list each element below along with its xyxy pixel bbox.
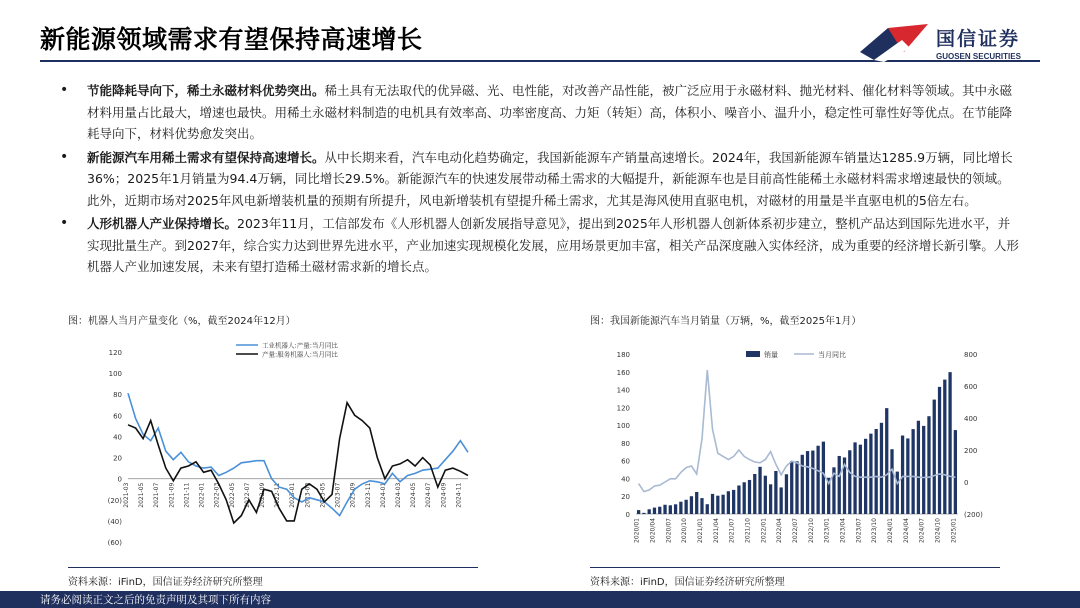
sales-bar bbox=[679, 502, 682, 514]
bullet-dot: • bbox=[60, 82, 69, 98]
x-tick-label: 2022-09 bbox=[259, 482, 266, 508]
x-tick-label: 2022/10 bbox=[807, 518, 815, 543]
x-tick-label: 2022/04 bbox=[776, 518, 784, 543]
y-tick-label-right: 400 bbox=[964, 415, 978, 423]
sales-bar bbox=[806, 451, 809, 514]
y-tick-label-right: (200) bbox=[964, 511, 983, 519]
sales-bar bbox=[695, 492, 698, 514]
legend-label: 销量 bbox=[764, 351, 778, 359]
x-tick-label: 2024-11 bbox=[455, 482, 463, 508]
sales-bar bbox=[933, 400, 936, 514]
footer-disclaimer: 请务必阅读正文之后的免责声明及其项下所有内容 bbox=[40, 594, 271, 606]
sales-bar bbox=[674, 504, 677, 514]
sales-bar bbox=[716, 496, 719, 514]
bullet-item bbox=[60, 80, 1020, 145]
sales-bar bbox=[875, 429, 878, 514]
bullet-body: 2023年11月，工信部发布《人形机器人创新发展指导意见》，提出到2025年人形机器人创新体系初步建立，整机产品达到国际先进水平，并实现批量生产。到2027年，综合实力达到世界先进水平，产业加速实现规模化发展，应用场景更加丰富，相关产品深度融入实体经济，成为重要的经济增长新引擎。人形机器人产业加速发展，未来有望打造稀土磁材需求新的增长点。 bbox=[87, 216, 1019, 274]
x-tick-label: 2023-03 bbox=[304, 482, 312, 508]
x-tick-label: 2022-11 bbox=[274, 482, 282, 508]
x-tick-label: 2023-05 bbox=[319, 482, 327, 508]
y-tick-label: (60) bbox=[107, 539, 122, 547]
sales-bar bbox=[727, 491, 730, 514]
x-tick-label: 2022/07 bbox=[792, 518, 799, 543]
x-tick-label: 2023/01 bbox=[823, 518, 831, 543]
sales-bar bbox=[911, 429, 914, 514]
sales-bar bbox=[774, 471, 777, 514]
x-tick-label: 2024/01 bbox=[887, 518, 895, 543]
sales-bar bbox=[795, 461, 798, 514]
bullet-lead: 人形机器人产业保持增长。 bbox=[87, 216, 238, 231]
x-tick-label: 2024-01 bbox=[379, 482, 387, 508]
sales-bar bbox=[896, 472, 899, 514]
y-tick-label-left: 140 bbox=[616, 386, 630, 395]
legend-label: 产量:服务机器人:当月同比 bbox=[262, 350, 338, 359]
sales-bar bbox=[711, 494, 714, 514]
left-source-divider bbox=[68, 567, 478, 568]
x-tick-label: 2022-01 bbox=[198, 482, 206, 508]
x-tick-label: 2023-09 bbox=[349, 482, 357, 508]
guosen-logo bbox=[858, 22, 1048, 66]
bullet-item bbox=[60, 147, 1020, 212]
x-tick-label: 2024-05 bbox=[410, 482, 418, 508]
bullet-lead: 新能源汽车用稀土需求有望保持高速增长。 bbox=[87, 149, 325, 165]
y-tick-label: 60 bbox=[113, 412, 122, 421]
sales-bar bbox=[669, 505, 672, 514]
x-tick-label: 2023-11 bbox=[364, 482, 372, 508]
sales-bar bbox=[790, 461, 793, 514]
sales-bar bbox=[658, 507, 661, 514]
x-tick-label: 2021-11 bbox=[183, 482, 191, 508]
x-tick-label: 2022-03 bbox=[213, 482, 221, 508]
right-figure-source: 资料来源：iFinD，国信证券经济研究所整理 bbox=[590, 577, 785, 588]
sales-bar bbox=[780, 487, 783, 514]
sales-bar bbox=[927, 416, 930, 514]
x-tick-label: 2023/04 bbox=[839, 518, 847, 543]
x-tick-label: 2022-05 bbox=[228, 482, 236, 508]
y-tick-label-left: 0 bbox=[625, 511, 630, 519]
x-tick-label: 2021/07 bbox=[728, 518, 736, 543]
x-tick-label: 2025/01 bbox=[950, 518, 958, 543]
sales-bar bbox=[848, 450, 851, 514]
sales-bar bbox=[642, 513, 645, 514]
bullet-dot: • bbox=[60, 148, 69, 165]
sales-bar bbox=[880, 423, 883, 514]
y-tick-label: (40) bbox=[107, 517, 122, 526]
y-tick-label-left: 60 bbox=[621, 457, 630, 466]
x-tick-label: 2021/10 bbox=[744, 518, 752, 543]
right-figure-caption: 图：我国新能源汽车当月销量（万辆，%，截至2025年1月） bbox=[590, 316, 862, 327]
legend-label: 工业机器人:产量:当月同比 bbox=[262, 341, 338, 350]
y-tick-label-right: 800 bbox=[964, 351, 978, 359]
sales-bar bbox=[690, 496, 693, 514]
y-tick-label: 40 bbox=[113, 433, 122, 442]
y-tick-label-right: 600 bbox=[964, 383, 978, 391]
x-tick-label: 2023-01 bbox=[289, 482, 297, 508]
sales-bar bbox=[917, 421, 920, 514]
bullet-dot: • bbox=[60, 215, 69, 231]
logo-english-name: GUOSEN SECURITIES bbox=[936, 52, 1021, 61]
legend-swatch-bar bbox=[746, 351, 760, 357]
x-tick-label: 2024-03 bbox=[395, 482, 402, 508]
sales-bar bbox=[769, 484, 772, 514]
y-tick-label-right: 200 bbox=[964, 447, 978, 455]
x-tick-label: 2020/10 bbox=[681, 518, 689, 543]
sales-bar bbox=[811, 451, 814, 514]
x-tick-label: 2021/01 bbox=[696, 518, 704, 543]
sales-bar bbox=[801, 455, 804, 514]
x-tick-label: 2023-07 bbox=[334, 482, 342, 508]
x-tick-label: 2024/04 bbox=[902, 518, 910, 543]
x-tick-label: 2022/01 bbox=[760, 518, 768, 543]
x-tick-label: 2023/07 bbox=[855, 518, 863, 543]
sales-bar bbox=[764, 476, 767, 514]
sales-bar bbox=[706, 504, 709, 514]
sales-bar bbox=[685, 500, 688, 514]
x-tick-label: 2020/07 bbox=[665, 518, 673, 543]
bullet-list bbox=[60, 80, 1020, 280]
sales-bar bbox=[721, 495, 724, 514]
y-tick-label-left: 180 bbox=[616, 351, 630, 359]
sales-bar bbox=[743, 482, 746, 514]
sales-bar bbox=[753, 474, 756, 514]
sales-bar bbox=[853, 442, 856, 514]
bullet-lead: 节能降耗导向下，稀土永磁材料优势突出。 bbox=[87, 83, 325, 98]
y-tick-label: 80 bbox=[113, 391, 122, 400]
legend-label: 当月同比 bbox=[818, 351, 846, 359]
y-tick-label-left: 120 bbox=[616, 404, 630, 413]
x-tick-label: 2021-09 bbox=[168, 482, 176, 508]
sales-bar bbox=[748, 480, 751, 514]
y-tick-label-left: 100 bbox=[616, 422, 630, 431]
x-tick-label: 2020/04 bbox=[649, 518, 657, 543]
x-tick-label: 2022-07 bbox=[243, 482, 251, 508]
bullet-body: 稀土具有无法取代的优异磁、光、电性能，对改善产品性能，被广泛应用于永磁材料、抛光材料、催化材料等领域。其中永磁材料用量占比最大，增速也最快。用稀土永磁材料制造的电机具有效率高、功率密度高、力矩（转矩）高，体积小、噪音小、温升小，稳定性可靠性好等优点。在节能降耗导向下，材料优势愈发突出。 bbox=[87, 83, 1013, 141]
x-tick-label: 2024-07 bbox=[425, 482, 433, 508]
sales-bar bbox=[637, 510, 640, 514]
right-source-divider bbox=[590, 567, 1000, 568]
sales-bar bbox=[890, 449, 893, 514]
x-tick-label: 2021-03 bbox=[123, 482, 130, 508]
page-title: 新能源领域需求有望保持高速增长 bbox=[40, 25, 423, 54]
sales-bar bbox=[869, 434, 872, 514]
x-tick-label: 2024-09 bbox=[440, 482, 448, 508]
x-tick-label: 2021/04 bbox=[712, 518, 720, 543]
sales-bar bbox=[948, 372, 951, 514]
sales-bar bbox=[816, 446, 819, 514]
x-tick-label: 2020/01 bbox=[633, 518, 641, 543]
x-tick-label: 2023/10 bbox=[871, 518, 879, 543]
y-tick-label: (20) bbox=[107, 496, 122, 505]
y-tick-label-left: 80 bbox=[621, 439, 630, 448]
y-tick-label-left: 20 bbox=[621, 493, 630, 502]
x-tick-label: 2024/07 bbox=[918, 518, 926, 543]
y-tick-label: 100 bbox=[108, 370, 122, 379]
sales-bar bbox=[732, 490, 735, 514]
y-tick-label: 0 bbox=[117, 475, 122, 484]
bullet-item bbox=[60, 213, 1020, 278]
sales-bar bbox=[737, 485, 740, 514]
bullet-body: 从中长期来看，汽车电动化趋势确定，我国新能源车产销量高速增长。2024年，我国新能源车销量达1285.9万辆，同比增长36%；2025年1月销量为94.4万辆，同比增长29.5%。新能源汽车的快速发展带动稀土需求的大幅提升，新能源车也是目前高性能稀土永磁材料需求增速最快的领域。此外，近期市场对2025年风电新增装机量的预期有所提升，风电新增装机有望提升稀土需求，尤其是海风使用直驱电机，对磁材的用量是半直驱电机的5倍左右。 bbox=[87, 149, 1013, 208]
logo-chinese-name: 国信证券 bbox=[936, 28, 1021, 50]
sales-bar bbox=[663, 505, 666, 514]
guosen-logo-mark bbox=[858, 22, 932, 62]
nev-sales-chart bbox=[590, 332, 1000, 560]
x-tick-label: 2024/10 bbox=[934, 518, 942, 543]
sales-bar bbox=[838, 456, 841, 514]
sales-bar bbox=[785, 474, 788, 514]
sales-bar bbox=[954, 430, 957, 514]
sales-bar bbox=[922, 426, 925, 514]
y-tick-label-right: 0 bbox=[964, 479, 969, 487]
footer-bar bbox=[0, 591, 1080, 608]
x-tick-label: 2021-05 bbox=[138, 482, 146, 508]
sales-bar bbox=[700, 498, 703, 514]
sales-bar bbox=[859, 445, 862, 514]
sales-bar bbox=[758, 467, 761, 514]
sales-bar bbox=[901, 436, 904, 514]
sales-bar bbox=[938, 387, 941, 514]
y-tick-label-left: 160 bbox=[616, 368, 630, 377]
sales-bar bbox=[885, 408, 888, 514]
robot-production-chart bbox=[68, 332, 478, 560]
left-figure-source: 资料来源：iFinD，国信证券经济研究所整理 bbox=[68, 577, 263, 588]
sales-bar bbox=[653, 508, 656, 514]
x-tick-label: 2021-07 bbox=[153, 482, 161, 508]
sales-bar bbox=[648, 509, 651, 514]
y-tick-label: 120 bbox=[108, 349, 122, 357]
sales-bar bbox=[822, 442, 825, 514]
left-figure-caption: 图：机器人当月产量变化（%，截至2024年12月） bbox=[68, 316, 296, 327]
sales-bar bbox=[943, 380, 946, 514]
y-tick-label: 20 bbox=[113, 454, 122, 463]
y-tick-label-left: 40 bbox=[621, 475, 630, 484]
